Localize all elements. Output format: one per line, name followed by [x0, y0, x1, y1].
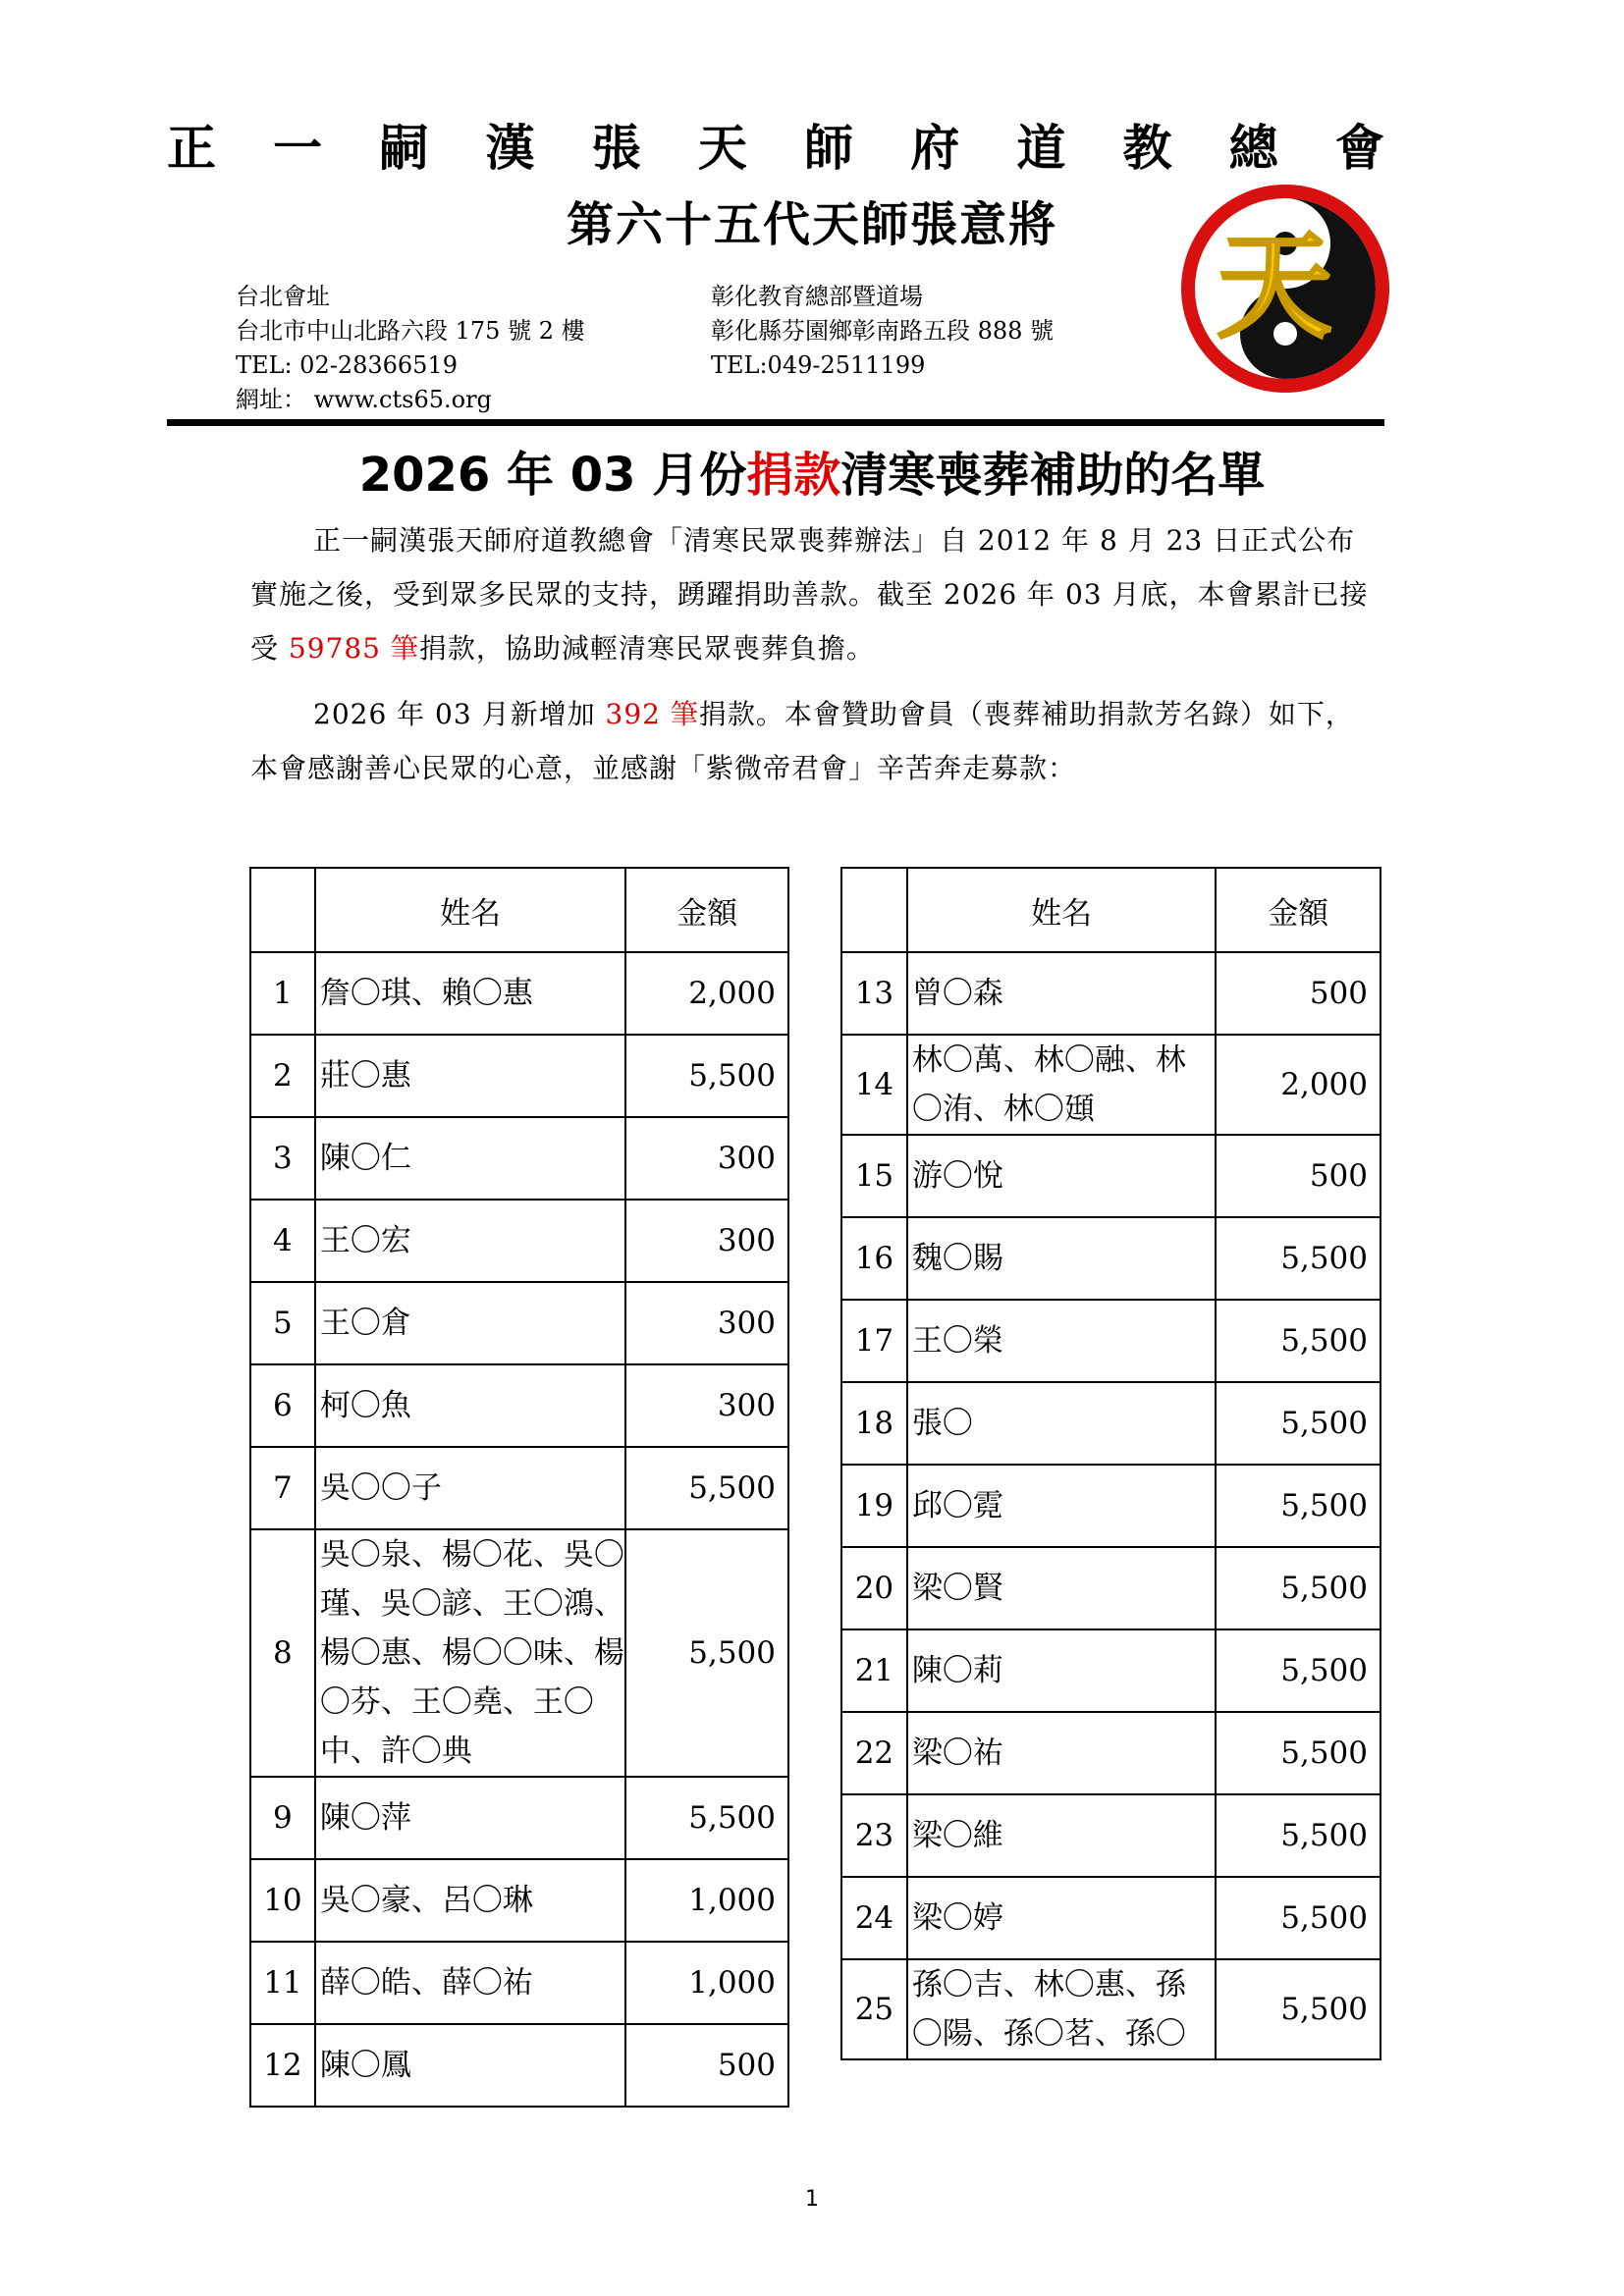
row-number: 13 [841, 952, 907, 1035]
header-divider [167, 419, 1384, 426]
header-amount: 金額 [1216, 868, 1380, 952]
row-number: 18 [841, 1382, 907, 1465]
org-char: 道 [1016, 120, 1066, 177]
table-row [250, 1529, 788, 1777]
org-char: 會 [1334, 120, 1384, 177]
donor-table-left [249, 867, 789, 2108]
donor-name: 吳〇〇子 [315, 1447, 626, 1529]
monthly-text-end: 捐款。本會贊助會員（喪葬補助捐款芳名錄）如下，本會感謝善心民眾的心意，並感謝「紫微帝君會」辛苦奔走募款： [250, 698, 1354, 784]
donor-name: 張〇 [907, 1382, 1217, 1465]
row-number: 24 [841, 1877, 907, 1959]
donor-name: 薛〇皓、薛〇祐 [315, 1942, 626, 2024]
donation-amount: 5,500 [1216, 1217, 1380, 1300]
title-text: 2026 年 03 月份 [358, 448, 747, 503]
donation-amount: 2,000 [1216, 1035, 1380, 1135]
monthly-text: 2026 年 03 月新增加 [313, 698, 606, 730]
donation-amount: 500 [625, 2024, 788, 2107]
donation-amount: 5,500 [1216, 1629, 1380, 1712]
taipei-address-block [236, 280, 585, 417]
intro-paragraph [250, 513, 1380, 675]
row-number: 23 [841, 1794, 907, 1877]
row-number: 7 [250, 1447, 315, 1529]
row-number: 1 [250, 952, 315, 1035]
donor-name: 梁〇維 [907, 1794, 1217, 1877]
header-no [250, 868, 315, 952]
row-number: 14 [841, 1035, 907, 1135]
monthly-count: 392 筆 [605, 698, 699, 730]
donation-amount: 500 [1216, 952, 1380, 1035]
row-number: 2 [250, 1035, 315, 1117]
table-row [250, 1282, 788, 1364]
website-link[interactable]: www.cts65.org [313, 386, 492, 413]
donation-amount: 5,500 [1216, 1712, 1380, 1794]
row-number: 21 [841, 1629, 907, 1712]
org-char: 漢 [485, 120, 535, 177]
donation-amount: 5,500 [1216, 1959, 1380, 2059]
donation-amount: 2,000 [625, 952, 788, 1035]
table-header-row [250, 868, 788, 952]
row-number: 3 [250, 1117, 315, 1200]
donation-amount: 300 [625, 1364, 788, 1447]
donor-name: 邱〇霓 [907, 1465, 1217, 1547]
table-row [841, 952, 1380, 1035]
table-header-row [841, 868, 1380, 952]
row-number: 25 [841, 1959, 907, 2059]
donor-name: 梁〇賢 [907, 1547, 1217, 1629]
table-row [250, 1777, 788, 1859]
row-number: 12 [250, 2024, 315, 2107]
table-row [841, 1712, 1380, 1794]
donation-amount: 5,500 [1216, 1547, 1380, 1629]
donor-table-right [840, 867, 1381, 2060]
table-row [250, 1364, 788, 1447]
table-row [841, 1217, 1380, 1300]
donor-name: 詹〇琪、賴〇惠 [315, 952, 626, 1035]
organization-name [167, 110, 1384, 179]
changhua-address: 彰化縣芬園鄉彰南路五段 888 號 [711, 317, 1055, 345]
total-count: 59785 筆 [288, 632, 419, 665]
row-number: 20 [841, 1547, 907, 1629]
logo-char: 天 [1216, 219, 1333, 354]
taipei-label: 台北會址 [236, 283, 330, 310]
org-char: 師 [804, 120, 854, 177]
header-name: 姓名 [907, 868, 1217, 952]
table-row [841, 1035, 1380, 1135]
org-char: 教 [1122, 120, 1172, 177]
table-row [841, 1300, 1380, 1382]
row-number: 9 [250, 1777, 315, 1859]
header-amount: 金額 [625, 868, 788, 952]
table-row [841, 1135, 1380, 1217]
row-number: 19 [841, 1465, 907, 1547]
table-row [250, 1200, 788, 1282]
donor-name: 陳〇仁 [315, 1117, 626, 1200]
row-number: 10 [250, 1859, 315, 1942]
monthly-paragraph [250, 687, 1380, 795]
table-row [841, 1547, 1380, 1629]
org-char: 張 [591, 120, 641, 177]
donor-name: 孫〇吉、林〇惠、孫〇陽、孫〇茗、孫〇 [907, 1959, 1217, 2059]
donor-name: 吳〇泉、楊〇花、吳〇瑾、吳〇諺、王〇鴻、楊〇惠、楊〇〇味、楊〇芬、王〇堯、王〇中、許〇典 [315, 1529, 626, 1777]
table-row [841, 1877, 1380, 1959]
table-row [250, 1447, 788, 1529]
org-char: 天 [697, 120, 747, 177]
changhua-tel: TEL:049-2511199 [711, 351, 926, 379]
donation-amount: 5,500 [625, 1529, 788, 1777]
table-row [250, 1035, 788, 1117]
website-line [236, 383, 585, 417]
row-number: 11 [250, 1942, 315, 2024]
header-name: 姓名 [315, 868, 626, 952]
table-row [841, 1794, 1380, 1877]
title-text-rest: 清寒喪葬補助的名單 [840, 448, 1266, 503]
donation-amount: 1,000 [625, 1859, 788, 1942]
donation-amount: 5,500 [1216, 1794, 1380, 1877]
page-number: 1 [805, 2187, 819, 2212]
donation-amount: 500 [1216, 1135, 1380, 1217]
donation-amount: 5,500 [1216, 1300, 1380, 1382]
row-number: 22 [841, 1712, 907, 1794]
donor-name: 王〇榮 [907, 1300, 1217, 1382]
website-label: 網址： [236, 386, 306, 413]
intro-text-end: 捐款，協助減輕清寒民眾喪葬負擔。 [418, 632, 875, 665]
intro-text: 正一嗣漢張天師府道教總會「清寒民眾喪葬辦法」自 2012 年 8 月 23 日正式公布實施之後，受到眾多民眾的支持，踴躍捐助善款。截至 2026 年 03 月底，本會累計已接受 [250, 524, 1369, 665]
taiji-logo-icon [1176, 180, 1394, 398]
donor-name: 魏〇賜 [907, 1217, 1217, 1300]
table-row [250, 952, 788, 1035]
donation-amount: 5,500 [1216, 1382, 1380, 1465]
donation-amount: 5,500 [625, 1777, 788, 1859]
row-number: 5 [250, 1282, 315, 1364]
donor-name: 陳〇莉 [907, 1629, 1217, 1712]
changhua-label: 彰化教育總部暨道場 [711, 283, 923, 310]
donation-amount: 5,500 [625, 1447, 788, 1529]
donation-amount: 1,000 [625, 1942, 788, 2024]
taipei-address: 台北市中山北路六段 175 號 2 樓 [236, 317, 585, 345]
org-char: 正 [167, 120, 216, 177]
donation-amount: 5,500 [1216, 1877, 1380, 1959]
taipei-tel: TEL: 02-28366519 [236, 351, 458, 379]
table-row [841, 1382, 1380, 1465]
donor-name: 王〇宏 [315, 1200, 626, 1282]
org-char: 嗣 [379, 120, 429, 177]
donor-name: 柯〇魚 [315, 1364, 626, 1447]
title-highlight: 捐款 [746, 448, 841, 503]
table-row [250, 1942, 788, 2024]
row-number: 17 [841, 1300, 907, 1382]
row-number: 15 [841, 1135, 907, 1217]
changhua-address-block [711, 280, 1054, 383]
row-number: 4 [250, 1200, 315, 1282]
table-row [250, 1117, 788, 1200]
row-number: 16 [841, 1217, 907, 1300]
donation-amount: 300 [625, 1282, 788, 1364]
donation-amount: 5,500 [625, 1035, 788, 1117]
table-row [250, 2024, 788, 2107]
header-no [841, 868, 907, 952]
donor-name: 游〇悅 [907, 1135, 1217, 1217]
donor-name: 梁〇婷 [907, 1877, 1217, 1959]
donor-name: 曾〇森 [907, 952, 1217, 1035]
org-char: 總 [1228, 120, 1278, 177]
donor-name: 陳〇鳳 [315, 2024, 626, 2107]
row-number: 8 [250, 1529, 315, 1777]
donation-amount: 5,500 [1216, 1465, 1380, 1547]
org-char: 府 [910, 120, 960, 177]
table-row [250, 1859, 788, 1942]
donor-name: 林〇萬、林〇融、林〇洧、林〇頲 [907, 1035, 1217, 1135]
master-line: 第六十五代天師張意將 [566, 197, 1057, 252]
row-number: 6 [250, 1364, 315, 1447]
org-char: 一 [273, 120, 323, 177]
donor-name: 梁〇祐 [907, 1712, 1217, 1794]
table-row [841, 1959, 1380, 2059]
table-row [841, 1629, 1380, 1712]
document-title [0, 437, 1624, 505]
donation-amount: 300 [625, 1117, 788, 1200]
donor-name: 莊〇惠 [315, 1035, 626, 1117]
donation-amount: 300 [625, 1200, 788, 1282]
donor-name: 陳〇萍 [315, 1777, 626, 1859]
donor-name: 吳〇豪、呂〇琳 [315, 1859, 626, 1942]
donor-name: 王〇倉 [315, 1282, 626, 1364]
table-row [841, 1465, 1380, 1547]
